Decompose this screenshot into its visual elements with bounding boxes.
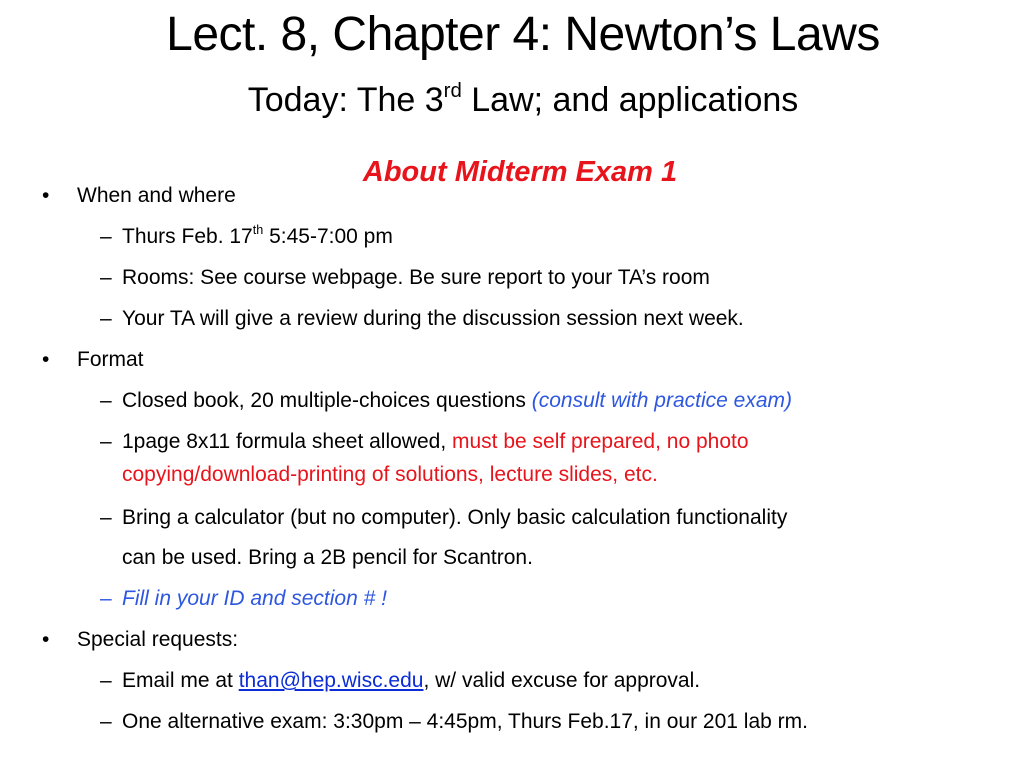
closed-book-text: Closed book, 20 multiple-choices questions <box>122 389 532 412</box>
exam-date-superscript: th <box>252 223 264 238</box>
dash-icon: – <box>100 430 112 453</box>
exam-date-text: Thurs Feb. 17 <box>122 225 253 248</box>
formula-sheet-warning: must be self prepared, no photo <box>452 430 749 453</box>
item-calculator-continued: can be used. Bring a 2B pencil for Scantron. <box>122 546 533 569</box>
item-fill-in-id: Fill in your ID and section # ! <box>122 587 387 610</box>
slide-subtitle <box>0 78 1024 127</box>
bullet-icon: • <box>42 184 50 207</box>
item-rooms: Rooms: See course webpage. Be sure report to your TA’s room <box>122 266 710 289</box>
subtitle-superscript: rd <box>443 79 462 102</box>
dash-icon: – <box>100 587 112 610</box>
email-text-rest: , w/ valid excuse for approval. <box>423 669 701 692</box>
dash-icon: – <box>100 225 112 248</box>
dash-icon: – <box>100 669 112 692</box>
item-closed-book <box>122 388 792 414</box>
formula-sheet-warning-continued: copying/download-printing of solutions, lecture slides, etc. <box>122 463 658 486</box>
bullet-format: Format <box>77 348 144 371</box>
exam-date-time: 5:45-7:00 pm <box>263 225 393 248</box>
bullet-when-and-where: When and where <box>77 184 236 207</box>
email-text: Email me at <box>122 669 239 692</box>
email-link[interactable]: than@hep.wisc.edu <box>238 669 424 692</box>
item-calculator: Bring a calculator (but no computer). Only basic calculation functionality <box>122 506 788 529</box>
subtitle-text-rest: Law; and applications <box>461 81 799 119</box>
bullet-icon: • <box>42 628 50 651</box>
dash-icon: – <box>100 710 112 733</box>
subtitle-text: Today: The 3 <box>247 81 444 119</box>
dash-icon: – <box>100 307 112 330</box>
dash-icon: – <box>100 389 112 412</box>
item-review: Your TA will give a review during the discussion session next week. <box>122 307 744 330</box>
bullet-special-requests: Special requests: <box>77 628 239 651</box>
slide-title: Lect. 8, Chapter 4: Newton’s Laws <box>166 8 880 61</box>
item-formula-sheet <box>122 429 749 455</box>
section-heading: About Midterm Exam 1 <box>362 156 678 188</box>
dash-icon: – <box>100 506 112 529</box>
item-email <box>122 668 700 694</box>
formula-sheet-text: 1page 8x11 formula sheet allowed, <box>122 430 452 453</box>
bullet-icon: • <box>42 348 50 371</box>
practice-exam-note: (consult with practice exam) <box>531 389 792 412</box>
item-alternative-exam: One alternative exam: 3:30pm – 4:45pm, Thurs Feb.17, in our 201 lab rm. <box>122 710 808 733</box>
item-exam-date <box>122 224 393 252</box>
dash-icon: – <box>100 266 112 289</box>
